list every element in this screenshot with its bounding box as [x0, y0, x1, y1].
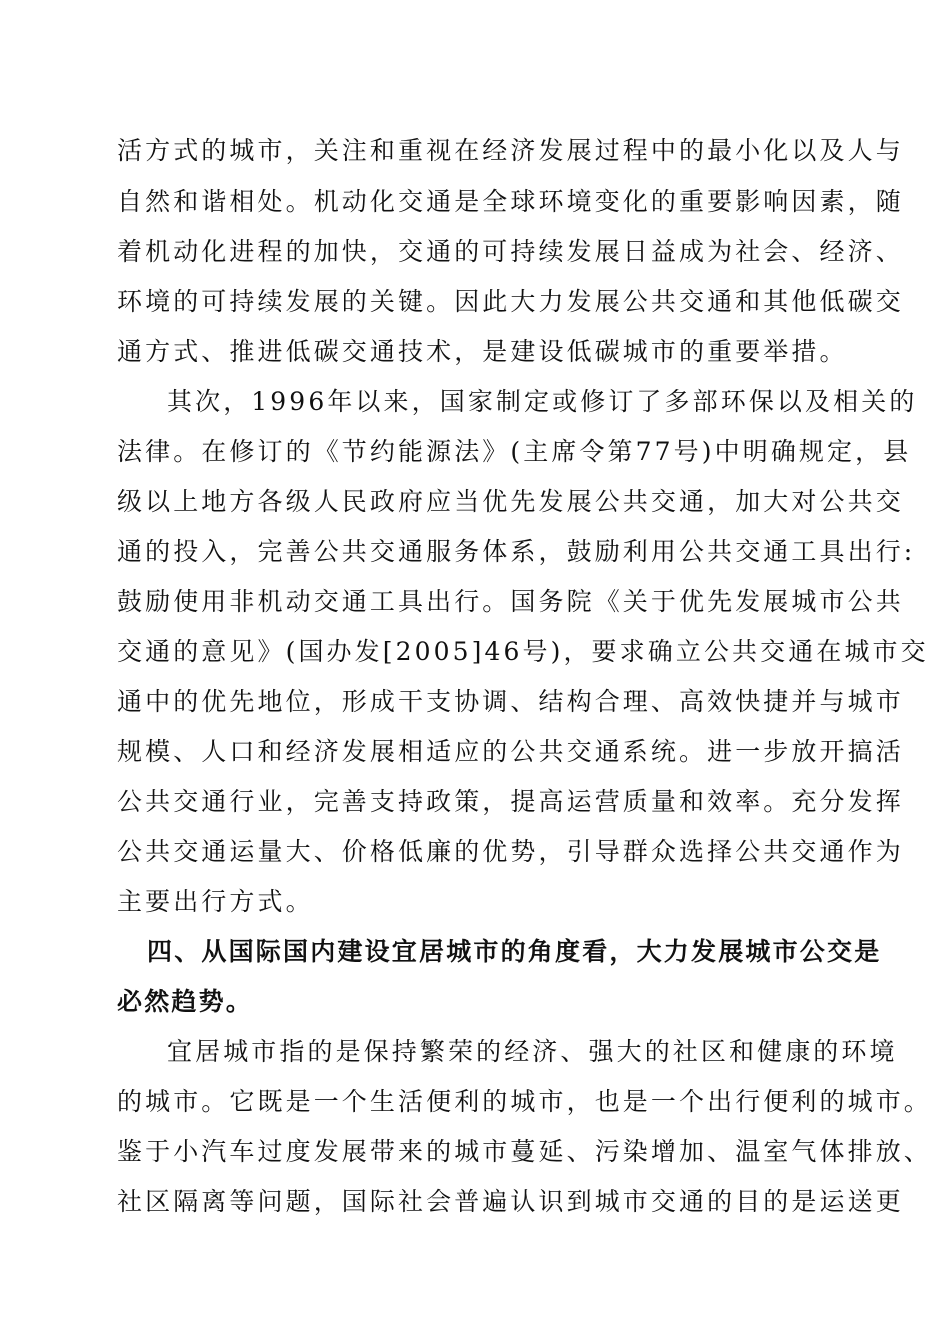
- text-line: 着机动化进程的加快，交通的可持续发展日益成为社会、经济、: [117, 237, 904, 266]
- section-heading: 四、从国际国内建设宜居城市的角度看，大力发展城市公交是: [147, 937, 882, 966]
- text-line: 主要出行方式。: [117, 887, 314, 916]
- text-line: 公共交通行业，完善支持政策，提高运营质量和效率。充分发挥: [117, 787, 904, 816]
- text-line: 通中的优先地位，形成干支协调、结构合理、高效快捷并与城市: [117, 687, 904, 716]
- text-line: 活方式的城市，关注和重视在经济发展过程中的最小化以及人与: [117, 136, 904, 165]
- text-line: 法律。在修订的《节约能源法》(主席令第77号)中明确规定，县: [117, 437, 912, 466]
- text-line: 通的投入，完善公共交通服务体系，鼓励利用公共交通工具出行:: [117, 537, 916, 566]
- text-line: 通方式、推进低碳交通技术，是建设低碳城市的重要举措。: [117, 337, 848, 366]
- text-line: 的城市。它既是一个生活便利的城市，也是一个出行便利的城市。: [117, 1087, 932, 1116]
- text-line: 规模、人口和经济发展相适应的公共交通系统。进一步放开搞活: [117, 737, 904, 766]
- text-line: 环境的可持续发展的关键。因此大力发展公共交通和其他低碳交: [117, 287, 904, 316]
- paragraph-first-line: 宜居城市指的是保持繁荣的经济、强大的社区和健康的环境: [167, 1037, 898, 1066]
- text-line: 公共交通运量大、价格低廉的优势，引导群众选择公共交通作为: [117, 837, 904, 866]
- text-line: 鼓励使用非机动交通工具出行。国务院《关于优先发展城市公共: [117, 587, 904, 616]
- text-line: 交通的意见》(国办发[2005]46号)，要求确立公共交通在城市交: [117, 637, 929, 666]
- paragraph-first-line: 其次，1996年以来，国家制定或修订了多部环保以及相关的: [167, 387, 918, 416]
- section-heading-continued: 必然趋势。: [117, 987, 254, 1016]
- text-line: 自然和谐相处。机动化交通是全球环境变化的重要影响因素，随: [117, 187, 904, 216]
- text-line: 社区隔离等问题，国际社会普遍认识到城市交通的目的是运送更: [117, 1187, 904, 1216]
- text-line: 鉴于小汽车过度发展带来的城市蔓延、污染增加、温室气体排放、: [117, 1137, 932, 1166]
- text-line: 级以上地方各级人民政府应当优先发展公共交通，加大对公共交: [117, 487, 904, 516]
